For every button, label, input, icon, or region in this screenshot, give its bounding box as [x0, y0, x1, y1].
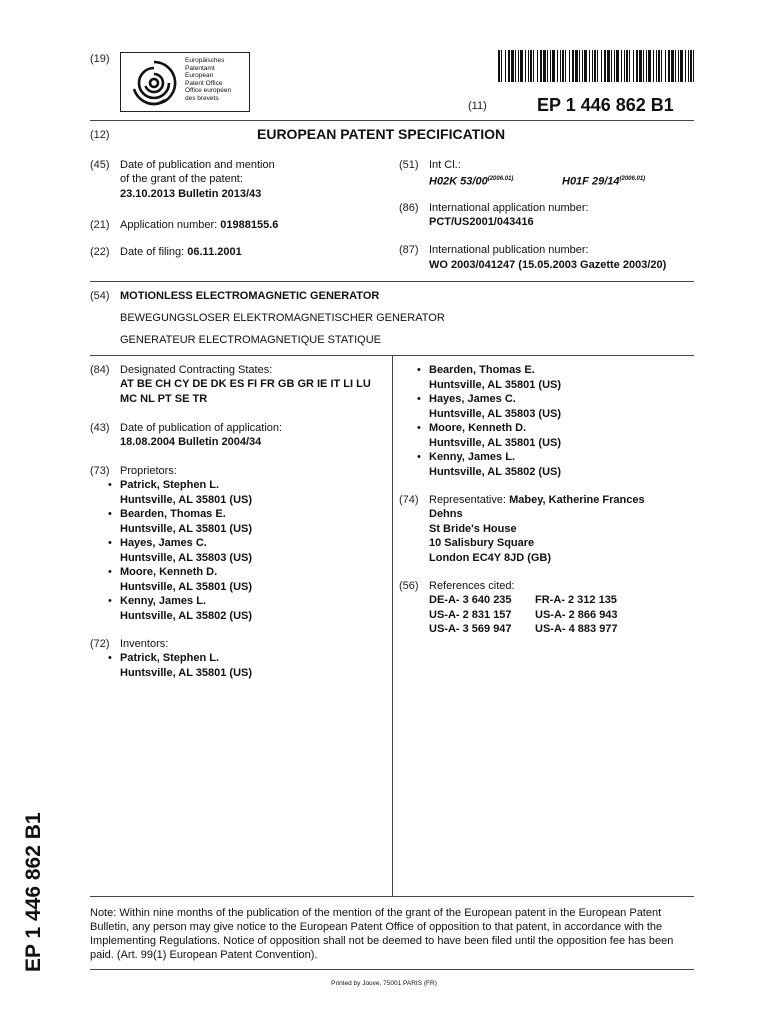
rep-line-2: Dehns [429, 508, 463, 520]
proprietor-name: Kenny, James L. [120, 595, 206, 607]
barcode-bar [520, 50, 523, 82]
column-divider [392, 355, 393, 896]
note-line-3: Implementing Regulations. Notice of opposition shall not be deemed to have been filed until the opposition fee has been [90, 935, 674, 947]
barcode-bar [656, 50, 657, 82]
intl-pub-value: WO 2003/041247 (15.05.2003 Gazette 2003/20) [429, 259, 667, 271]
epo-emblem-icon [125, 54, 181, 110]
barcode-bar [629, 50, 630, 82]
divider [90, 281, 694, 282]
barcode-bar [636, 50, 638, 82]
barcode-bar [562, 50, 564, 82]
inventor-name: Moore, Kenneth D. [429, 422, 527, 434]
note-line-4: paid. (Art. 99(1) European Patent Convention). [90, 949, 318, 961]
inid-51: (51) [399, 159, 419, 171]
barcode-bar [611, 50, 612, 82]
publication-number: EP 1 446 862 B1 [537, 95, 674, 115]
rep-line-4: 10 Salisbury Square [429, 537, 535, 549]
barcode-bar [661, 50, 662, 82]
inventor-name: Patrick, Stephen L. [120, 652, 220, 664]
barcode-bar [646, 50, 647, 82]
inid-12: (12) [90, 129, 110, 141]
barcode-bar [601, 50, 602, 82]
barcode-bar [540, 50, 542, 82]
barcode-bar [624, 50, 625, 82]
bullet: • [417, 451, 421, 463]
barcode-bar [550, 50, 551, 82]
inid-45: (45) [90, 159, 110, 171]
barcode-bar [560, 50, 561, 82]
barcode-bar [575, 50, 578, 82]
barcode-bar [671, 50, 674, 82]
barcode-bar [597, 50, 598, 82]
proprietor-address: Huntsville, AL 35801 (US) [120, 493, 253, 506]
bullet: • [108, 508, 112, 520]
barcode-bar [530, 50, 532, 82]
proprietor-address: Huntsville, AL 35803 (US) [120, 551, 253, 564]
inid-84: (84) [90, 364, 110, 376]
office-name: Europäisches Patentamt European Patent Office Office européen des brevets [185, 57, 232, 102]
epo-logo [120, 52, 250, 112]
barcode-bar [579, 50, 580, 82]
filing-date: Date of filing: 06.11.2001 [120, 246, 242, 258]
barcode-bar [518, 50, 519, 82]
inid-87: (87) [399, 244, 419, 256]
inid-54: (54) [90, 290, 110, 302]
title-german: BEWEGUNGSLOSER ELEKTROMAGNETISCHER GENERATOR [120, 312, 445, 324]
bullet: • [417, 422, 421, 434]
ref-item: US-A- 2 831 157 [429, 609, 512, 621]
proprietor-name: Hayes, James C. [120, 537, 207, 549]
barcode-bar [582, 50, 583, 82]
inventor-address: Huntsville, AL 35801 (US) [429, 378, 562, 391]
inventor-address: Huntsville, AL 35801 (US) [429, 436, 562, 449]
barcode-bar [565, 50, 566, 82]
int-cl-2: H01F $29/14^{(2006.01)}$ [562, 175, 646, 188]
barcode-bar [616, 50, 619, 82]
app-pub-value: 18.08.2004 Bulletin 2004/34 [120, 436, 262, 448]
states-line-1: AT BE CH CY DE DK ES FI FR GB GR IE IT LI LU [120, 378, 371, 390]
rep-line-5: London EC4Y 8JD (GB) [429, 552, 552, 564]
divider [90, 969, 694, 970]
side-publication-number: EP 1 446 862 B1 [22, 812, 45, 972]
barcode-bar [589, 50, 590, 82]
barcode-bar [501, 50, 502, 82]
barcode-bar [658, 50, 660, 82]
ref-item: FR-A- 2 312 135 [535, 594, 617, 606]
ref-item: US-A- 3 569 947 [429, 623, 512, 635]
bullet: • [108, 479, 112, 491]
printer-imprint: Printed by Jouve, 75001 PARIS (FR) [331, 980, 437, 987]
app-pub-label: Date of publication of application: [120, 422, 283, 434]
grant-date-label-2: of the grant of the patent: [120, 173, 243, 185]
barcode-bar [537, 50, 538, 82]
barcode-bar [584, 50, 587, 82]
proprietor-address: Huntsville, AL 35802 (US) [120, 609, 253, 622]
inventor-address: Huntsville, AL 35802 (US) [429, 465, 562, 478]
barcode-bar [511, 50, 514, 82]
inid-56: (56) [399, 580, 419, 592]
inid-22: (22) [90, 246, 110, 258]
intl-app-label: International application number: [429, 202, 589, 214]
inid-19: (19) [90, 53, 110, 65]
barcode-bar [592, 50, 593, 82]
barcode-bar [680, 50, 683, 82]
barcode-bar [508, 50, 510, 82]
barcode-bar [614, 50, 615, 82]
bullet: • [108, 537, 112, 549]
inventor-address: Huntsville, AL 35803 (US) [429, 407, 562, 420]
bullet: • [417, 393, 421, 405]
barcode-bar [688, 50, 689, 82]
intl-pub-label: International publication number: [429, 244, 589, 256]
ref-item: DE-A- 3 640 235 [429, 594, 512, 606]
bullet: • [108, 566, 112, 578]
barcode-bar [668, 50, 670, 82]
barcode-bar [525, 50, 526, 82]
proprietor-name: Moore, Kenneth D. [120, 566, 218, 578]
barcode-bar [626, 50, 628, 82]
barcode-bar [665, 50, 666, 82]
barcode-bar [621, 50, 622, 82]
proprietor-address: Huntsville, AL 35801 (US) [120, 522, 253, 535]
representative: Representative: Mabey, Katherine Frances [429, 494, 645, 506]
barcode-bar [648, 50, 651, 82]
int-cl-1: H02K $53/00^{(2006.01)}$ [429, 175, 514, 188]
inventor-address: Huntsville, AL 35801 (US) [120, 666, 253, 679]
barcode [498, 50, 696, 82]
barcode-bar [572, 50, 574, 82]
barcode-bar [543, 50, 546, 82]
barcode-bar [557, 50, 558, 82]
states-line-2: MC NL PT SE TR [120, 393, 208, 405]
bullet: • [417, 364, 421, 376]
application-number: Application number: 01988155.6 [120, 219, 279, 231]
rep-line-3: St Bride's House [429, 523, 517, 535]
note-line-2: Bulletin, any person may give notice to the European Patent Office of opposition to that patent, in accordance with the [90, 921, 663, 933]
inid-74: (74) [399, 494, 419, 506]
barcode-bar [607, 50, 610, 82]
bullet: • [108, 652, 112, 664]
int-cl-label: Int Cl.: [429, 159, 461, 171]
inid-11: (11) [468, 100, 487, 112]
intl-app-value: PCT/US2001/043416 [429, 216, 534, 228]
barcode-bar [653, 50, 654, 82]
document-title: EUROPEAN PATENT SPECIFICATION [257, 126, 506, 142]
refs-label: References cited: [429, 580, 515, 592]
barcode-bar [693, 50, 694, 82]
inventor-name: Kenny, James L. [429, 451, 515, 463]
inid-43: (43) [90, 422, 110, 434]
barcode-bar [639, 50, 642, 82]
inventor-name: Bearden, Thomas E. [429, 364, 535, 376]
proprietor-name: Bearden, Thomas E. [120, 508, 226, 520]
note-line-1: Note: Within nine months of the publication of the mention of the grant of the European patent in the European Patent [90, 907, 662, 919]
grant-date-label: Date of publication and mention [120, 159, 275, 171]
barcode-bar [505, 50, 506, 82]
bullet: • [108, 595, 112, 607]
inventor-name: Hayes, James C. [429, 393, 516, 405]
inid-73: (73) [90, 465, 110, 477]
barcode-bar [552, 50, 555, 82]
barcode-bar [675, 50, 676, 82]
grant-date-value: 23.10.2013 Bulletin 2013/43 [120, 188, 262, 200]
ref-item: US-A- 2 866 943 [535, 609, 618, 621]
barcode-bar [643, 50, 644, 82]
inid-72: (72) [90, 638, 110, 650]
barcode-bar [528, 50, 529, 82]
proprietor-name: Patrick, Stephen L. [120, 479, 220, 491]
title-english: MOTIONLESS ELECTROMAGNETIC GENERATOR [120, 290, 380, 302]
barcode-bar [569, 50, 570, 82]
barcode-bar [685, 50, 686, 82]
proprietors-label: Proprietors: [120, 465, 177, 477]
barcode-bar [633, 50, 634, 82]
states-label: Designated Contracting States: [120, 364, 273, 376]
ref-item: US-A- 4 883 977 [535, 623, 618, 635]
title-french: GENERATEUR ELECTROMAGNETIQUE STATIQUE [120, 334, 381, 346]
barcode-bar [498, 50, 500, 82]
barcode-bar [604, 50, 606, 82]
barcode-bar [690, 50, 692, 82]
barcode-bar [678, 50, 679, 82]
barcode-bar [515, 50, 516, 82]
divider [90, 896, 694, 897]
barcode-bar [594, 50, 596, 82]
divider [90, 120, 694, 121]
inid-86: (86) [399, 202, 419, 214]
barcode-bar [547, 50, 548, 82]
inventors-label: Inventors: [120, 638, 169, 650]
inid-21: (21) [90, 219, 110, 231]
proprietor-address: Huntsville, AL 35801 (US) [120, 580, 253, 593]
barcode-bar [533, 50, 534, 82]
